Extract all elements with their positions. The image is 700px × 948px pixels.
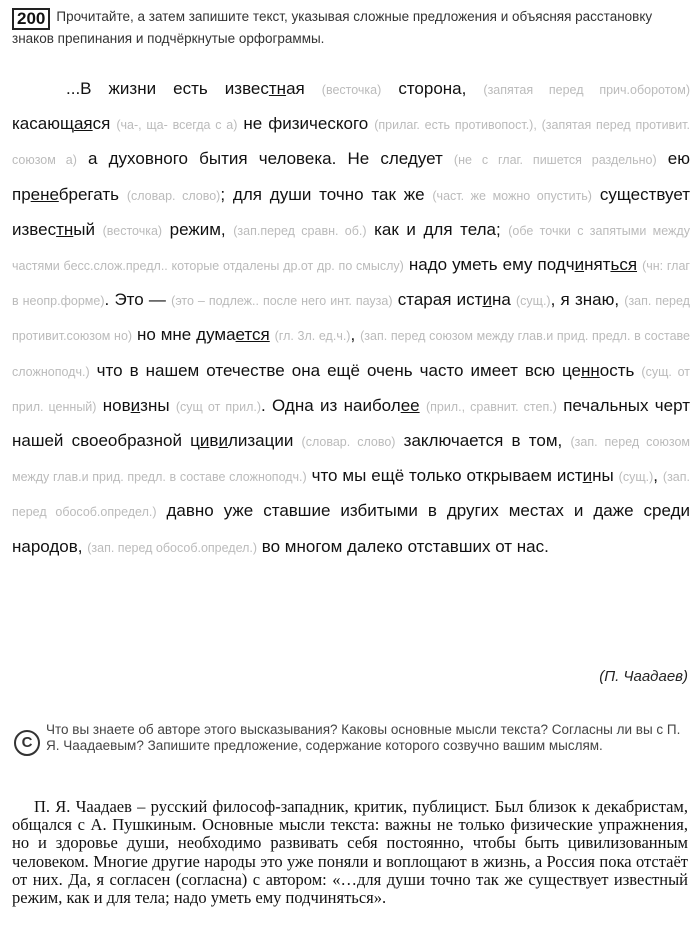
question-text: Что вы знаете об авторе этого высказывания? Каковы основные мысли текста? Согласны ли вы с П. Я. Чаадаевым? Запишите предложение, содержание которого созвучно вашим мыслям. (46, 722, 681, 753)
annotation-note: (ча-, ща- всегда с а) (116, 118, 238, 133)
annotation-note: (зап. перед обособ.определ.) (12, 470, 690, 520)
annotation-note: (зап. перед обособ.определ.) (87, 540, 258, 555)
task-header (12, 8, 688, 48)
underlined-orthogram: и (199, 431, 210, 451)
underlined-orthogram: и (574, 255, 585, 275)
underlined-orthogram: и (482, 290, 492, 310)
text-fragment: а духовного бытия человека. Не следует (76, 149, 454, 169)
text-fragment: но мне дума (132, 325, 236, 345)
text-fragment: ...В жизни есть извес (66, 79, 269, 98)
annotation-note: (это – подлеж.. после него инт. пауза) (171, 294, 393, 309)
text-fragment: нов (96, 395, 131, 415)
annotation-note: (зап. перед союзом между глав.и прид. предл. в составе сложноподч.) (12, 435, 690, 485)
text-fragment: режим, (162, 219, 234, 239)
annotation-note: (част. же можно опустить) (432, 188, 592, 203)
text-fragment: заключается в том, (395, 431, 571, 451)
text-fragment: ею пр (12, 149, 690, 204)
annotation-note: (весточка) (102, 223, 163, 238)
text-fragment: зны (140, 395, 176, 415)
annotation-note: (сущ.) (618, 470, 654, 485)
text-fragment: ны (592, 466, 619, 486)
text-fragment: что мы ещё только открываем ист (306, 466, 583, 486)
annotation-note: (гл. 3л. ед.ч.) (274, 329, 351, 344)
annotation-note: (прилаг. есть противопост.), (374, 118, 537, 133)
annotation-note: (сущ.) (516, 294, 551, 309)
annotation-note: (запятая перед противит. союзом а) (12, 118, 690, 168)
annotation-note: (зап. перед союзом между глав.и прид. предл. в составе сложноподч.) (12, 329, 690, 379)
annotation-note: (зап.перед сравн. об.) (233, 223, 367, 238)
text-fragment: существует извес (12, 184, 691, 239)
text-fragment: сторона, (381, 79, 484, 98)
annotation-note: (прил., сравнит. степ.) (425, 399, 557, 414)
text-fragment: . Одна из наибол (261, 395, 401, 415)
underlined-orthogram: тн (56, 219, 74, 239)
annotation-note: (не с глаг. пишется раздельно) (453, 153, 657, 168)
annotation-note: (сущ от прил.) (175, 399, 262, 414)
text-fragment: ; для души точно так же (220, 184, 433, 204)
annotation-note: (чн: глаг в неопр.форме) (12, 259, 690, 309)
annotation-note: (обе точки с запятыми между частями бесс.слож.предл.. которые отдалены др.от др. по смыслу) (12, 223, 690, 274)
text-fragment: давно уже ставшие избитыми в других местах и даже среди народов, (12, 501, 690, 556)
underlined-orthogram: и (130, 395, 141, 415)
text-fragment: как и для тела; (366, 219, 509, 239)
text-fragment: не физического (237, 114, 375, 134)
underlined-orthogram: и (218, 431, 228, 451)
underlined-orthogram: ее (400, 395, 420, 415)
annotation-note: (весточка) (321, 83, 382, 97)
annotation-note: (словар. слово) (301, 435, 396, 450)
text-fragment: лизации (227, 431, 302, 451)
text-fragment: . Это — (104, 290, 172, 310)
task-instruction: Прочитайте, а затем запишите текст, указывая сложные предложения и объясняя расстановку знаков препинания и подчёркнутые орфограммы. (12, 9, 653, 46)
answer-text: П. Я. Чаадаев – русский философ-западник, критик, публицист. Был близок к декабристам, общался с А. Пушкиным. Основные мысли текста: важны не только физические упражнения, но и здоровье души, необходимо развивать себя постоянно, чтобы быть цивилизованным человеком. Многие другие народы это уже поняли и воплощают в жизнь, а Россия пока отстаёт от них. Да, я согласен (согласна) с автором: «…для души точно так же существует известный режим, как и для тела; надо уметь ему подчиняться». (12, 797, 688, 908)
exercise-text (12, 72, 690, 565)
annotation-note: (сущ. от прил. ценный) (12, 364, 691, 414)
author-signature: (П. Чаадаев) (599, 668, 688, 685)
text-fragment: надо уметь ему подч (403, 255, 575, 275)
underlined-orthogram: ене (30, 184, 59, 204)
text-fragment: нят (584, 255, 611, 275)
text-fragment: касающ (12, 114, 74, 134)
task-number: 200 (12, 8, 50, 30)
text-fragment: печальных черт нашей своеобразной ц (12, 395, 690, 451)
annotation-note: (словар. слово) (126, 188, 221, 203)
text-fragment: во многом далеко отставших от нас. (257, 536, 549, 556)
text-fragment: что в нашем отечестве она ещё очень часто имеет всю це (89, 360, 581, 380)
annotation-note: (зап. перед противит.союзом но) (12, 294, 690, 344)
text-fragment: брегать (58, 184, 127, 204)
annotation-note: (запятая перед прич.оборотом) (483, 83, 690, 97)
underlined-orthogram: нн (581, 360, 600, 380)
copyright-icon: C (14, 730, 40, 756)
text-fragment: на (491, 290, 516, 310)
underlined-orthogram: тн (268, 79, 287, 98)
text-fragment: старая ист (392, 290, 483, 310)
text-fragment: ся (92, 114, 117, 134)
text-fragment: , я знаю, (550, 290, 625, 310)
text-fragment: в (209, 431, 219, 451)
underlined-orthogram: ая (73, 114, 93, 134)
underlined-orthogram: ется (235, 325, 270, 345)
text-fragment: ая (286, 79, 322, 98)
text-fragment: , (350, 325, 361, 345)
text-fragment: , (653, 466, 663, 486)
text-fragment: ость (599, 360, 642, 380)
text-fragment: ый (73, 219, 103, 239)
underlined-orthogram: и (582, 466, 593, 486)
underlined-orthogram: ься (610, 255, 638, 275)
